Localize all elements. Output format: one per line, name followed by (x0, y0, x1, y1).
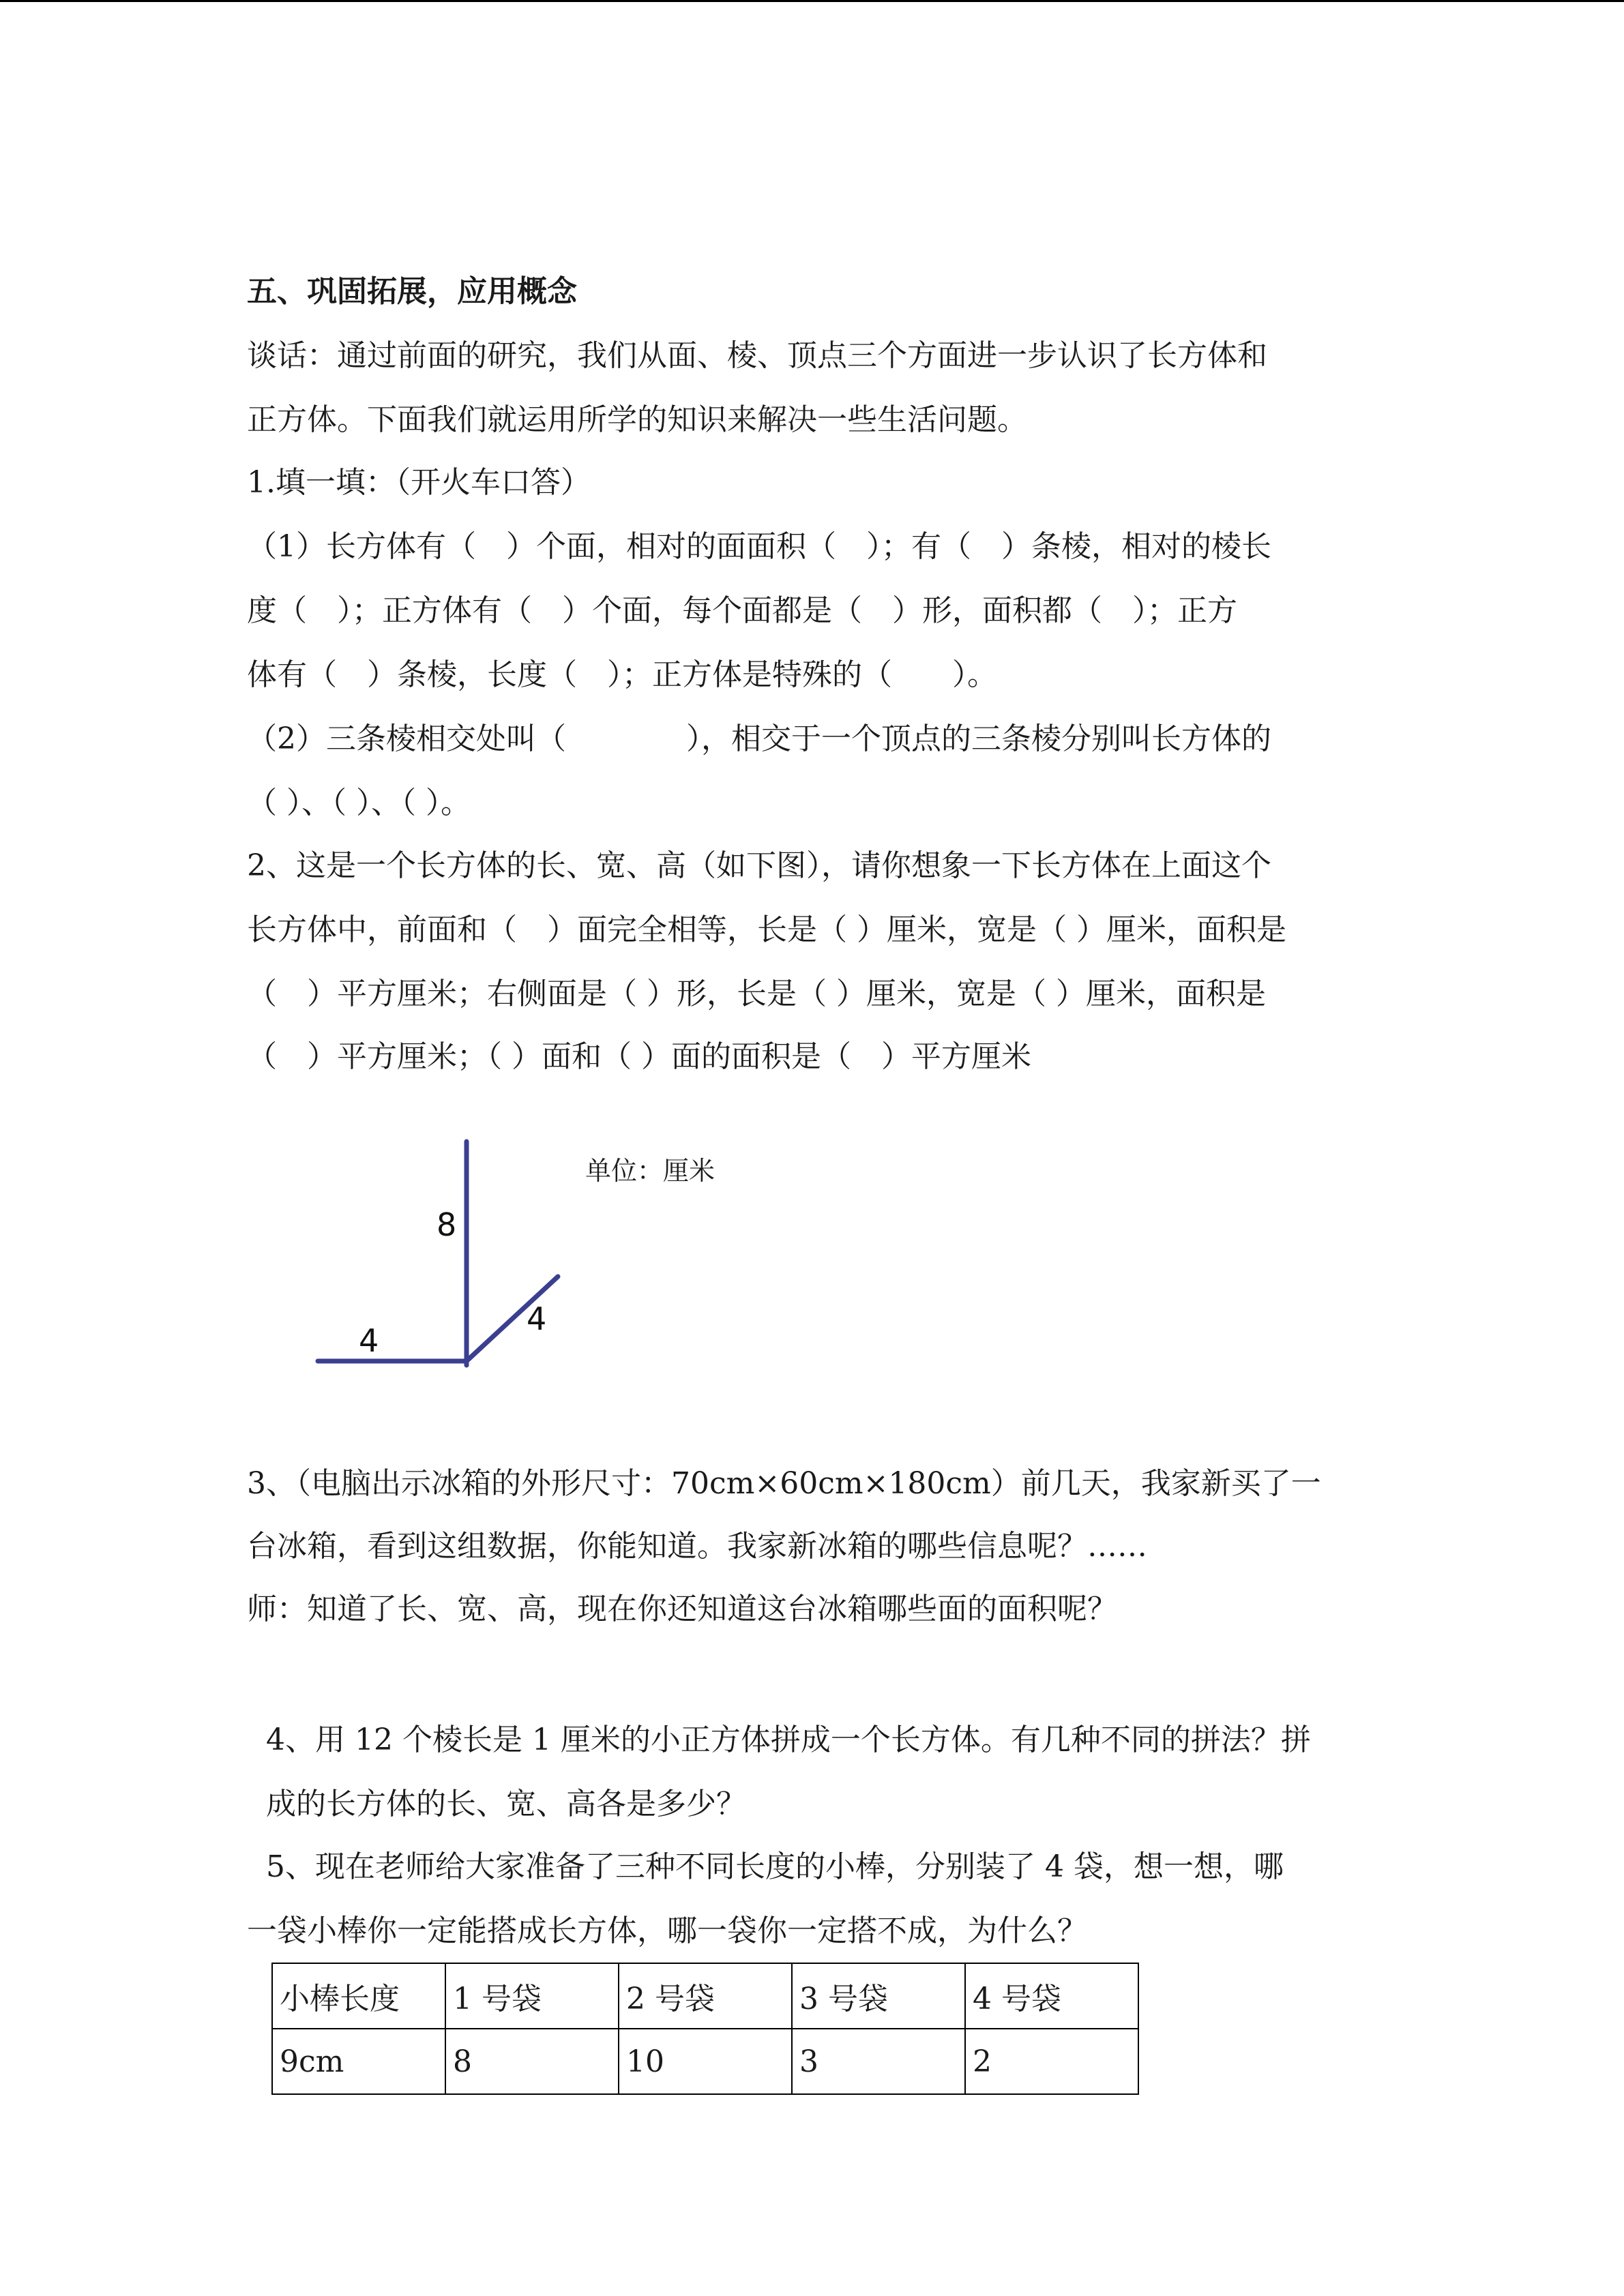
width-label: 4 (527, 1300, 547, 1337)
intro-line-2: 正方体。下面我们就运用所学的知识来解决一些生活问题。 (247, 402, 1027, 437)
q1-title: 1.填一填：（开火车口答） (247, 465, 591, 500)
cuboid-edges-diagram (300, 1132, 587, 1377)
table-header-cell: 小棒长度 (272, 1963, 445, 2029)
q1-part2-line-1: （2）三条棱相交处叫（ ），相交于一个顶点的三条棱分别叫长方体的 (247, 721, 1271, 756)
table-cell: 9cm (272, 2029, 445, 2094)
q5-line-1: 5、现在老师给大家准备了三种不同长度的小棒，分别装了 4 袋，想一想，哪 (266, 1849, 1284, 1884)
table-row (272, 2029, 1138, 2094)
page-top-border (0, 0, 1624, 2)
q2-line-1: 2、这是一个长方体的长、宽、高（如下图），请你想象一下长方体在上面这个 (247, 848, 1271, 883)
q3-line-2: 台冰箱，看到这组数据，你能知道。我家新冰箱的哪些信息呢？…… (247, 1529, 1147, 1564)
q2-line-3: （ ）平方厘米；右侧面是（ ）形，长是（ ）厘米，宽是（ ）厘米，面积是 (247, 976, 1266, 1011)
table-header-cell: 3 号袋 (792, 1963, 965, 2029)
q1-part1-line-1: （1）长方体有（ ）个面，相对的面面积（ ）；有（ ）条棱，相对的棱长 (247, 529, 1271, 564)
q2-line-4: （ ）平方厘米；（ ）面和（ ）面的面积是（ ）平方厘米 (247, 1039, 1031, 1074)
q1-part1-line-3: 体有（ ）条棱，长度（ ）；正方体是特殊的（ ）。 (247, 657, 997, 692)
intro-line-1: 谈话：通过前面的研究，我们从面、棱、顶点三个方面进一步认识了长方体和 (247, 338, 1267, 373)
table-cell: 10 (619, 2029, 792, 2094)
q5-line-2: 一袋小棒你一定能搭成长方体，哪一袋你一定搭不成，为什么？ (247, 1913, 1087, 1948)
length-label: 4 (359, 1322, 379, 1359)
table-header-row (272, 1963, 1138, 2029)
unit-label: 单位：厘米 (585, 1156, 715, 1186)
q4-line-1: 4、用 12 个棱长是 1 厘米的小正方体拼成一个长方体。有几种不同的拼法？拼 (266, 1723, 1311, 1757)
q4-line-2: 成的长方体的长、宽、高各是多少？ (266, 1787, 746, 1821)
height-label: 8 (437, 1206, 457, 1243)
stick-bag-table (271, 1963, 1139, 2095)
q3-line-3: 师：知道了长、宽、高，现在你还知道这台冰箱哪些面的面积呢？ (247, 1592, 1117, 1626)
table-cell: 2 (965, 2029, 1138, 2094)
table-header-cell: 1 号袋 (445, 1963, 619, 2029)
section-title: 五、巩固拓展，应用概念 (247, 274, 577, 309)
table-cell: 3 (792, 2029, 965, 2094)
q3-line-1: 3、（电脑出示冰箱的外形尺寸：70cm×60cm×180cm）前几天，我家新买了一 (247, 1466, 1321, 1501)
table-cell: 8 (445, 2029, 619, 2094)
table-header-cell: 4 号袋 (965, 1963, 1138, 2029)
table-header-cell: 2 号袋 (619, 1963, 792, 2029)
q1-part1-line-2: 度（ ）；正方体有（ ）个面，每个面都是（ ）形，面积都（ ）；正方 (247, 593, 1237, 628)
q2-line-2: 长方体中，前面和（ ）面完全相等，长是（ ）厘米，宽是（ ）厘米，面积是 (247, 912, 1286, 947)
q1-part2-line-2: （ ）、（ ）、（ ）。 (247, 786, 471, 820)
